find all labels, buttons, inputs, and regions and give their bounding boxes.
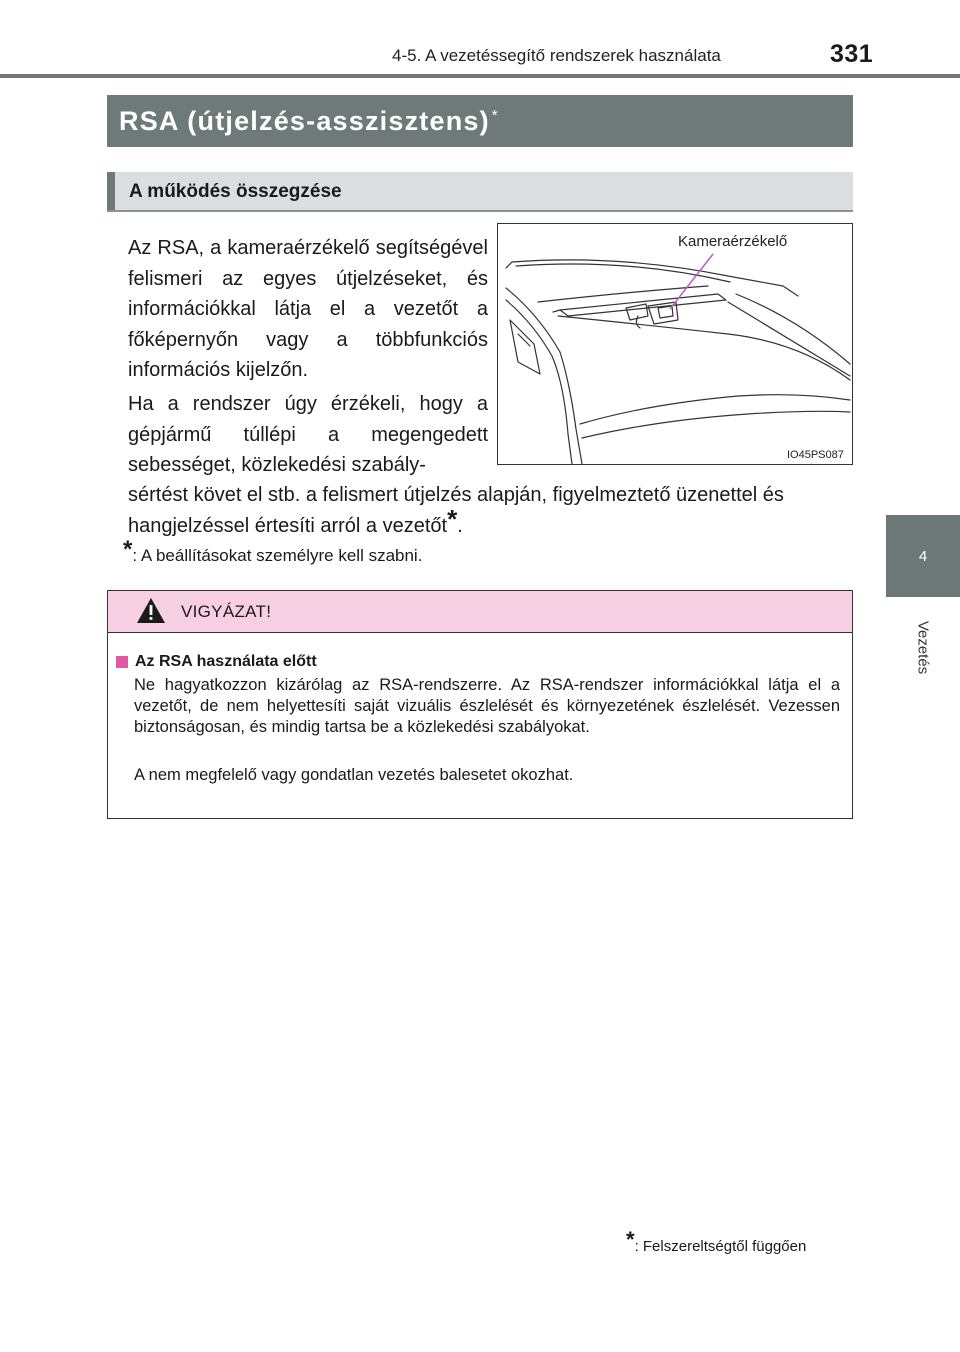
footnote-marker: * — [447, 503, 458, 534]
chapter-tab-number — [886, 515, 960, 597]
speed-paragraph-end — [128, 480, 854, 541]
speed-paragraph-period: . — [457, 514, 463, 537]
subheading-bar — [107, 172, 853, 212]
speed-paragraph-start: Ha a rendszer úgy érzékeli, hogy a gépjármű túllépi a megengedett sebességet, közlekedési szabály- — [128, 393, 488, 476]
intro-paragraph: Az RSA, a kameraérzékelő segítségével felismeri az egyes útjelzéseket, és információkkal látja el a vezetőt a főképernyőn vagy a többfunkciós információs kijelzőn. — [128, 237, 488, 381]
footnote-personal-text: : A beállításokat személyre kell szabni. — [132, 546, 423, 565]
title-marker: * — [491, 106, 499, 124]
section-title: 4-5. A vezetéssegítő rendszerek használata — [392, 46, 721, 65]
warning-triangle-icon — [136, 597, 166, 625]
subheading: A működés összegzése — [129, 181, 342, 202]
subheading-accent — [107, 172, 115, 210]
footnote-personal-marker: * — [123, 536, 133, 563]
page-number: 331 — [830, 40, 874, 68]
speed-paragraph-text: sértést követ el stb. a felismert útjelzés alapján, figyelmeztető üzenettel és hangjelzéssel értesíti arról a vezetőt — [128, 484, 784, 537]
header-rule — [0, 74, 960, 78]
chapter-tab-label — [886, 597, 960, 797]
caution-box — [107, 590, 853, 819]
caution-title: VIGYÁZAT! — [181, 602, 272, 621]
caution-text-accident: A nem megfelelő vagy gondatlan vezetés balesetet okozhat. — [134, 766, 574, 784]
page-title-text: RSA (útjelzés-asszisztens) — [119, 105, 490, 136]
caution-item-title: Az RSA használata előtt — [135, 653, 317, 670]
chapter-number: 4 — [918, 547, 928, 565]
footnote-equipment-marker: * — [626, 1227, 635, 1252]
footnote-personal — [123, 536, 423, 566]
page-title — [119, 106, 499, 137]
windshield-camera-illustration — [498, 224, 853, 465]
footnote-equipment-text: : Felszereltségtől függően — [634, 1238, 807, 1255]
caution-item-heading — [116, 653, 317, 671]
footnote-equipment — [626, 1227, 807, 1255]
caution-header — [108, 591, 852, 633]
figure-code: IO45PS087 — [787, 449, 844, 461]
figure-label: Kameraérzékelő — [678, 233, 788, 250]
camera-figure — [497, 223, 853, 465]
chapter-label: Vezetés — [914, 620, 932, 675]
section-title-bar — [107, 95, 853, 147]
bullet-square-icon — [116, 656, 128, 668]
caution-text: Ne hagyatkozzon kizárólag az RSA-rendszerre. Az RSA-rendszer információkkal látja el a vezetőt, de nem helyettesíti saját vizuális észlelését és környezetének észlelését. Vezessen biztonságosan, és mindig tartsa be a közlekedési szabályokat. — [134, 676, 840, 736]
